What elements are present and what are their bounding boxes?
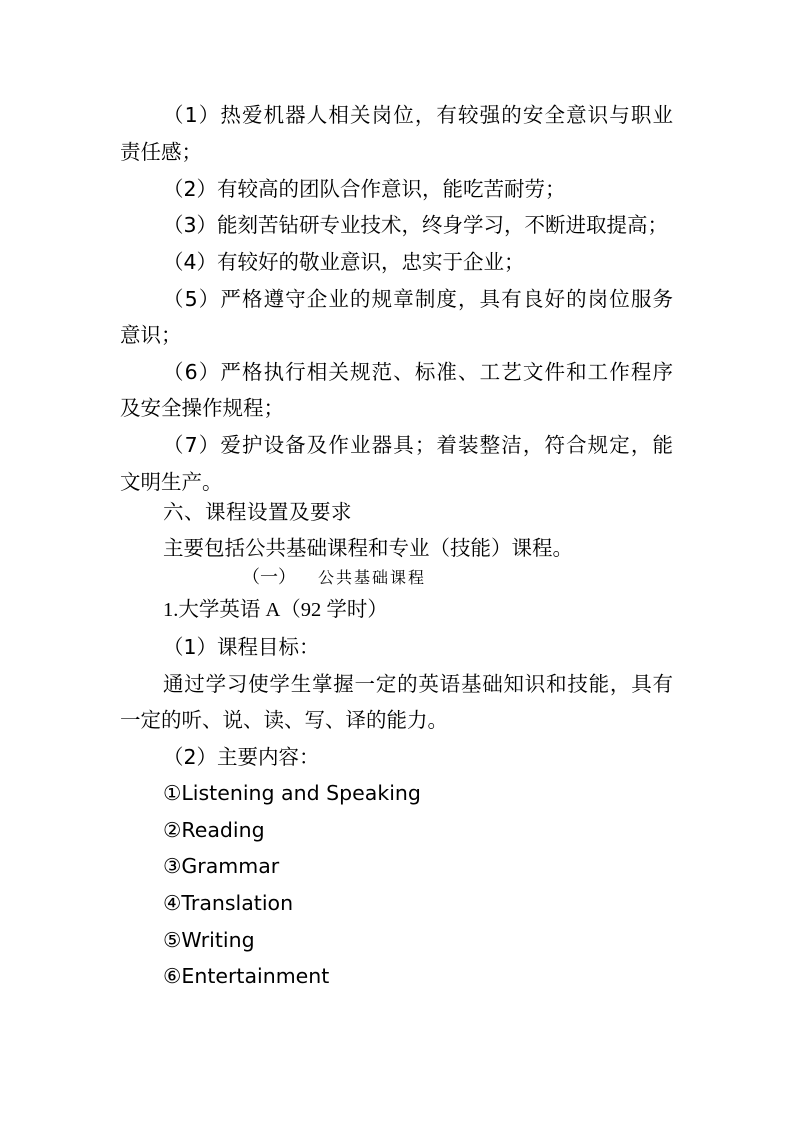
quality-item-1-line-1: （1）热爱机器人相关岗位，有较强的安全意识与职业	[163, 103, 673, 127]
course-1-content-label: （2）主要内容：	[163, 745, 320, 769]
quality-item-3: （3）能刻苦钻研专业技术，终身学习，不断进取提高；	[163, 213, 669, 237]
quality-item-5-line-1: （5）严格遵守企业的规章制度，具有良好的岗位服务	[163, 287, 673, 311]
quality-item-4: （4）有较好的敬业意识，忠实于企业；	[163, 250, 525, 274]
subsection-1-number: （一）	[242, 567, 296, 588]
content-item-translation: ④Translation	[163, 891, 294, 915]
quality-item-6-line-2: 及安全操作规程；	[120, 396, 284, 420]
content-item-listening-speaking: ①Listening and Speaking	[163, 781, 421, 805]
quality-item-5-line-2: 意识；	[120, 323, 182, 347]
content-item-writing: ⑤Writing	[163, 928, 255, 952]
quality-item-6-line-1: （6）严格执行相关规范、标准、工艺文件和工作程序	[163, 360, 673, 384]
quality-item-7-line-2: 文明生产。	[120, 470, 223, 494]
quality-item-7-line-1: （7）爱护设备及作业器具；着装整洁，符合规定，能	[163, 433, 673, 457]
section-6-heading: 六、课程设置及要求	[163, 500, 352, 524]
content-item-reading: ②Reading	[163, 818, 265, 842]
subsection-1-title: 公共基础课程	[318, 568, 427, 587]
quality-item-1-line-2: 责任感；	[120, 140, 202, 164]
course-1-goal-line-2: 一定的听、说、读、写、译的能力。	[120, 708, 448, 732]
section-6-intro: 主要包括公共基础课程和专业（技能）课程。	[163, 536, 573, 560]
content-item-grammar: ③Grammar	[163, 854, 280, 878]
content-item-entertainment: ⑥Entertainment	[163, 964, 330, 988]
course-1-goal-label: （1）课程目标：	[163, 635, 320, 659]
course-1-goal-line-1: 通过学习使学生掌握一定的英语基础知识和技能，具有	[163, 672, 673, 696]
course-1-title: 1.大学英语 A（92 学时）	[163, 599, 388, 621]
quality-item-2: （2）有较高的团队合作意识，能吃苦耐劳；	[163, 177, 566, 201]
